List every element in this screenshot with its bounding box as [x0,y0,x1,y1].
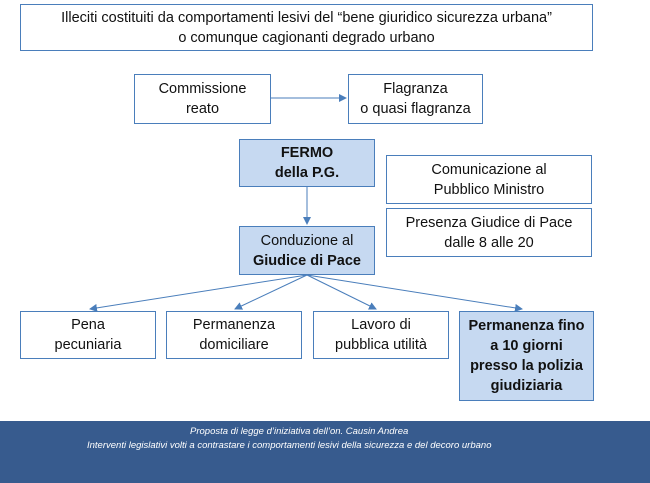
box-flagranza [348,74,483,124]
footer-bar [0,421,650,483]
pena-line2: pecuniaria [54,337,122,353]
conduzione-line2: Giudice di Pace [253,252,361,269]
lavoro-line1: Lavoro di [351,317,411,333]
lavoro-line2: pubblica utilità [335,337,427,353]
arrow-to-permanenza-domiciliare [235,275,307,309]
box-permanenza-domiciliare [166,311,302,359]
arrow-to-pena [90,275,307,309]
box-lavoro-pubblica-utilita [313,311,449,359]
conduzione-line1: Conduzione al [260,232,354,249]
commissione-line1: Commissione [158,81,247,97]
top-box-line1: Illeciti costituiti da comportamenti lesivi del “bene giuridico sicurezza urbana” [61,9,552,26]
permanenza-domiciliare-line2: domiciliare [199,337,269,353]
box-permanenza-10-giorni [459,311,594,401]
presenza-line1: Presenza Giudice di Pace [405,214,573,231]
comunicazione-line2: Pubblico Ministro [433,181,545,198]
box-fermo [239,139,375,187]
permanenza-10-line4: giudiziaria [490,378,563,394]
box-conduzione [239,226,375,275]
box-pena-pecuniaria [20,311,156,359]
flagranza-line1: Flagranza [383,81,448,97]
comunicazione-line1: Comunicazione al [431,161,547,178]
fermo-line1: FERMO [280,145,334,161]
footer-line2: Interventi legislativi volti a contrastare i comportamenti lesivi della sicurezza e del decoro urbano [87,440,492,451]
presenza-line2: dalle 8 alle 20 [444,234,534,251]
top-box-line2: o comunque cagionanti degrado urbano [178,29,435,46]
permanenza-10-line2: a 10 giorni [490,338,563,354]
permanenza-domiciliare-line1: Permanenza [192,317,276,333]
box-presenza-giudice [386,208,592,257]
commissione-line2: reato [185,101,220,117]
footer-line1: Proposta di legge d’iniziativa dell’on. Causin Andrea [190,426,409,437]
box-comunicazione-pm [386,155,592,204]
permanenza-10-line3: presso la polizia [470,358,583,374]
flagranza-line2: o quasi flagranza [360,101,471,117]
fermo-line2: della P.G. [274,165,340,181]
permanenza-10-line1: Permanenza fino [468,318,585,334]
arrow-to-permanenza-10-giorni [307,275,522,309]
pena-line1: Pena [71,317,105,333]
box-commissione-reato [134,74,271,124]
top-box [20,4,593,51]
